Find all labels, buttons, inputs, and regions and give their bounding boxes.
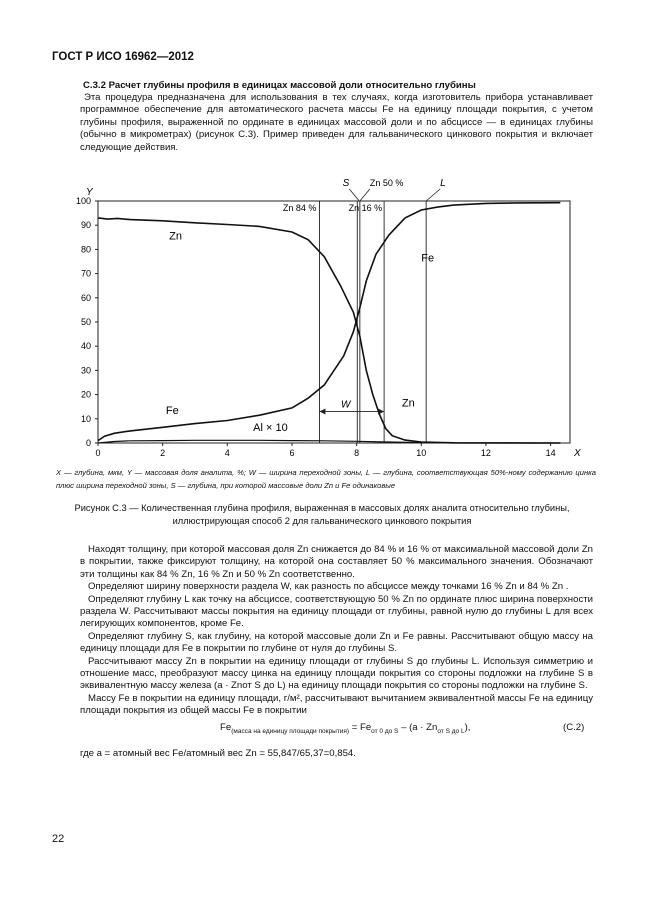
formula-number: (С.2): [563, 722, 585, 733]
paragraph-zn-mass: Рассчитывают массу Zn в покрытии на единицу площади от глубины S до глубины L. Используя симметрию и отношение масс, преобразуют массу цинка на единицу площади покрытия со стороны подложки на глубине S в эквивалентную массу железа (a · Znот S до L) на единицу площади покрытия со стороны подложки на глубине S.: [80, 655, 593, 692]
curve-label: Fe: [165, 404, 179, 417]
marker-leader-s: [349, 189, 359, 201]
marker-label-l: L: [440, 178, 446, 189]
y-tick-label: 60: [80, 292, 91, 303]
marker-label-zn50: Zn 50 %: [369, 178, 404, 188]
x-tick-label: 8: [354, 448, 360, 458]
x-tick-label: 2: [160, 448, 166, 458]
body-text: [80, 544, 593, 718]
x-axis-label: X: [574, 448, 581, 459]
y-tick-label: 40: [80, 341, 91, 352]
intro-paragraph: Эта процедура предназначена для использования в тех случаях, когда изготовитель прибора устанавливает программное обеспечение для автоматического расчета массы Fe на единицу площади покрытия, с учетом глубины профиля, выраженной по ординате в единицах массовой доли и по абсциссе — в единицах глубины (обычно в микрометрах) (рисунок С.3). Пример приведен для гальванического цинкового покрытия и включает следующие действия.: [80, 92, 593, 153]
width-label: W: [341, 399, 351, 411]
width-arrowhead-left: [319, 409, 325, 415]
page-number: 22: [52, 833, 65, 845]
figure-legend: X — глубина, мкм, Y — массовая доля аналита, %; W — ширина переходной зоны, L — глубина, соответствующая 50%-ному содержанию цинка плюс ширина переходной зоны, S — глубина, при которой массовые доли Zn и Fe одинаковые: [56, 468, 596, 490]
marker-leader-l: [426, 189, 440, 201]
paragraph-width: Определяют ширину поверхности раздела W, как разность по абсциссе между точками 16 % Zn и 84 % Zn .: [88, 581, 569, 593]
y-tick-label: 10: [80, 413, 91, 424]
y-tick-label: 80: [80, 244, 91, 255]
y-tick-label: 30: [80, 365, 91, 376]
paragraph-depth-l: Определяют глубину L как точку на абсциссе, соответствующую 50 % Zn по ординате плюс ширина поверхности раздела W. Рассчитывают массы покрытия на единицу площади от глубины, равной нулю до глубины L для всех легирующих компонентов, кроме Fe.: [80, 593, 593, 630]
document-header: ГОСТ Р ИСО 16962—2012: [52, 51, 194, 63]
marker-label-zn16: Zn 16 %: [348, 203, 383, 213]
y-tick-label: 90: [80, 220, 91, 231]
x-tick-label: 4: [224, 448, 230, 458]
figure-caption: Рисунок С.3 — Количественная глубина профиля, выраженная в массовых долях аналита относительно глубины, иллюстрирующая способ 2 для гальванического цинкового покрытия: [74, 503, 570, 526]
y-tick-label: 70: [80, 268, 91, 279]
x-tick-label: 12: [480, 448, 491, 458]
marker-label-s: S: [342, 178, 350, 189]
x-tick-label: 6: [289, 448, 295, 458]
formula-zn-range: от S до L: [437, 727, 465, 735]
section-title: С.3.2 Расчет глубины профиля в единицах массовой доли относительно глубины: [83, 80, 476, 91]
x-tick-label: 14: [545, 448, 556, 458]
curve-label: Zn: [169, 230, 182, 243]
y-tick-label: 50: [80, 317, 91, 327]
curve-label: Zn: [401, 397, 415, 410]
curve-label: Al × 10: [253, 421, 288, 434]
formula-close: ),: [464, 722, 471, 733]
formula-minus: – (a · Zn: [398, 722, 438, 733]
y-tick-label: 100: [75, 196, 91, 206]
formula-c2: [220, 722, 470, 735]
paragraph-thickness: Находят толщину, при которой массовая доля Zn снижается до 84 % и 16 % от максимальной массовой доли Zn в покрытии, также фиксируют толщину, на которой она составляет 50 % максимального значения. Обозначают эти толщины как 84 % Zn, 16 % Zn и 50 % Zn соответственно.: [80, 544, 593, 580]
formula-where-line: где a = атомный вес Fe/атомный вес Zn = 55,847/65,37=0,854.: [80, 748, 356, 759]
formula-fe-range: от 0 до S: [371, 727, 399, 735]
paragraph-fe-mass: Массу Fe в покрытии на единицу площади, г/м², рассчитывают вычитанием эквивалентной массы Fe на единицу площади покрытия из общей массы Fe в покрытии: [80, 692, 593, 717]
x-tick-label: 0: [95, 448, 101, 458]
y-tick-label: 20: [80, 389, 91, 400]
y-axis-label: Y: [86, 187, 93, 198]
formula-fe-subscript: (масса на единицу площади покрытия): [231, 727, 350, 735]
y-tick-label: 0: [85, 438, 91, 448]
paragraph-depth-s: Определяют глубину S, как глубину, на которой массовые доли Zn и Fe равны. Рассчитывают общую массу на единицу площади для Fe в покрытии по глубине от нуля до глубины S.: [80, 630, 593, 655]
formula-fe: Fe: [220, 722, 232, 733]
formula-equals: = Fe: [349, 722, 372, 733]
curve-label: Fe: [421, 252, 435, 265]
depth-profile-chart: [58, 165, 598, 461]
x-tick-label: 10: [416, 448, 427, 458]
marker-label-zn84: Zn 84 %: [282, 203, 317, 213]
marker-leader-zn50: [360, 189, 370, 201]
